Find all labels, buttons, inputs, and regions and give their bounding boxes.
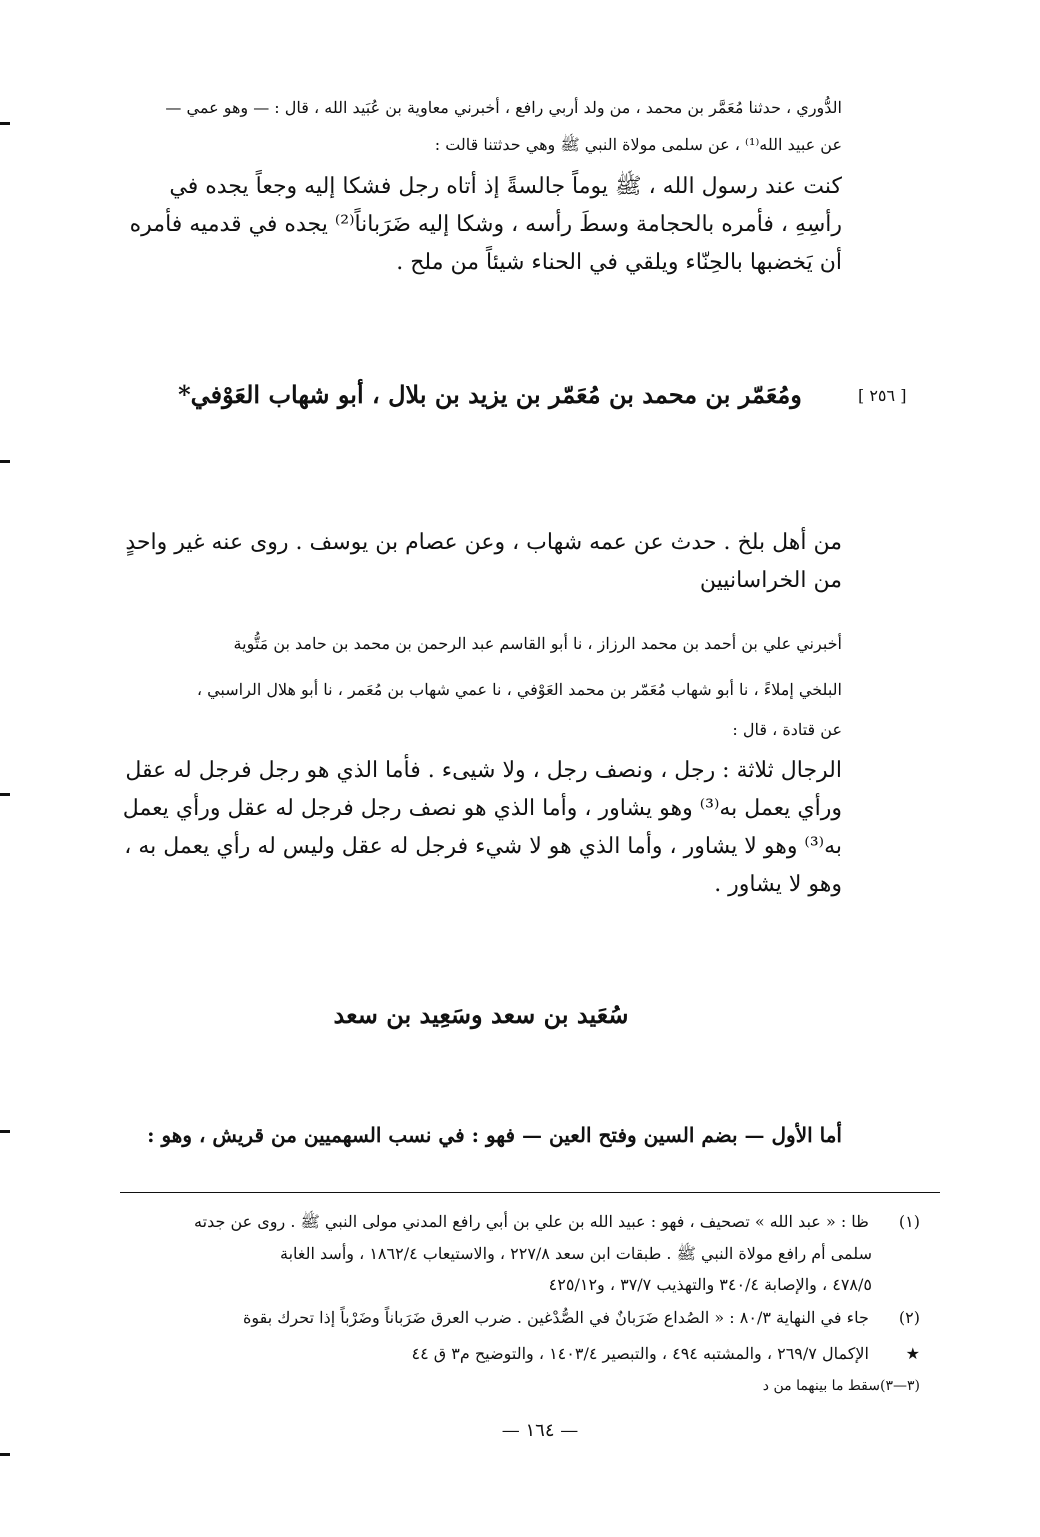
footnote-text: ظا : « عبد الله » تصحيف ، فهو : عبيد الله بن علي بن أبي رافع المدني مولى النبي ﷺ . روى عن جدته [194,1212,869,1231]
isnad-line: عن عبيد الله⁽¹⁾ ، عن سلمى مولاة النبي ﷺ وهي حدثتنا قالت : [434,135,842,154]
footnote-star [120,1340,920,1368]
footnote-text: ٤٧٨/٥ ، والإصابة ٣٤٠/٤ والتهذيب ٣٧/٧ ، و٤٢٥/١٢ [548,1275,872,1294]
footnote-text: (٣—٣)سقط ما بينهما من د [762,1378,920,1394]
biography-text: من أهل بلخ . حدث عن عمه شهاب ، وعن عصام بن يوسف . روى عنه غير واحدٍ من الخراسانيين [125,530,842,593]
isnad-line: أخبرني علي بن أحمد بن محمد الرزاز ، نا أبو القاسم عبد الرحمن بن محمد بن حامد بن مَتُّوية [233,634,842,653]
page-number: — ١٦٤ — [501,1420,579,1441]
entry-number: [ ٢٥٦ ] [858,386,907,405]
margin-mark [0,793,10,796]
footnote-text: جاء في النهاية ٨٠/٣ : « الصُداع ضَرَبانٌ في الصُّدْغين . ضرب العرق ضَرَباناً وضَرْباً إذا تحرك بقوة [242,1308,869,1327]
hadith-text: كنت عند رسول الله ، ﷺ يوماً جالسةً إذ أتاه رجل فشكا إليه وجعاً يجده في رأسِهِ ، فأمره بالحجامة وسطَ رأسه ، وشكا إليه ضَرَباناً⁽²⁾ يجده في قدميه فأمره أن يَخضبها بالحِنّاء ويلقي في الحناء شيئاً من ملح . [129,174,842,275]
section-heading: سُعَيد بن سعد وسَعِيد بن سعد [333,1000,629,1029]
margin-mark [0,1453,10,1456]
entry-heading: ومُعَمّر بن محمد بن مُعَمّر بن يزيد بن بلال ، أبو شهاب العَوْفي* [178,380,802,409]
footnote-1 [120,1208,920,1236]
footnote-text: الإكمال ٢٦٩/٧ ، والمشتبه ٤٩٤ ، والتبصير ١٤٠٣/٤ ، والتوضيح م٣ ق ٤٤ [411,1344,869,1363]
star-marker: ★ [905,1344,920,1363]
section-text: أما الأول — بضم السين وفتح العين — فهو : في نسب السهميين من قريش ، وهو : [147,1123,842,1147]
footnote-marker: (١) [898,1212,920,1231]
footnote-2 [120,1304,920,1332]
isnad-line: الدُّوري ، حدثنا مُعَمَّر بن محمد ، من ولد أربي رافع ، أخبرني معاوية بن عُبَيد الله ، قال : — وهو عمي — [165,98,842,117]
isnad-line: البلخي إملاءً ، نا أبو شهاب مُعَمّر بن محمد العَوْفي ، نا عمي شهاب بن مُعَمر ، نا أبو هلال الراسبي ، [196,680,842,699]
footnote-3 [120,1372,920,1400]
isnad-line: عن قتادة ، قال : [732,720,842,739]
footnote-separator [120,1192,940,1193]
margin-mark [0,122,10,125]
footnote-marker: (٢) [898,1308,920,1327]
footnote-text: سلمى أم رافع مولاة النبي ﷺ . طبقات ابن سعد ٢٢٧/٨ ، والاستيعاب ١٨٦٢/٤ ، وأسد الغابة [279,1244,872,1263]
margin-mark [0,460,10,463]
margin-mark [0,1130,10,1133]
hadith-text: الرجال ثلاثة : رجل ، ونصف رجل ، ولا شيىء . فأما الذي هو رجل فرجل له عقل ورأي يعمل به⁽³⁾ وهو يشاور ، وأما الذي هو نصف رجل فرجل له عقل ورأي يعمل به⁽³⁾ وهو لا يشاور ، وأما الذي هو لا شيء فرجل له عقل وليس له رأي يعمل به ، وهو لا يشاور . [122,758,842,897]
